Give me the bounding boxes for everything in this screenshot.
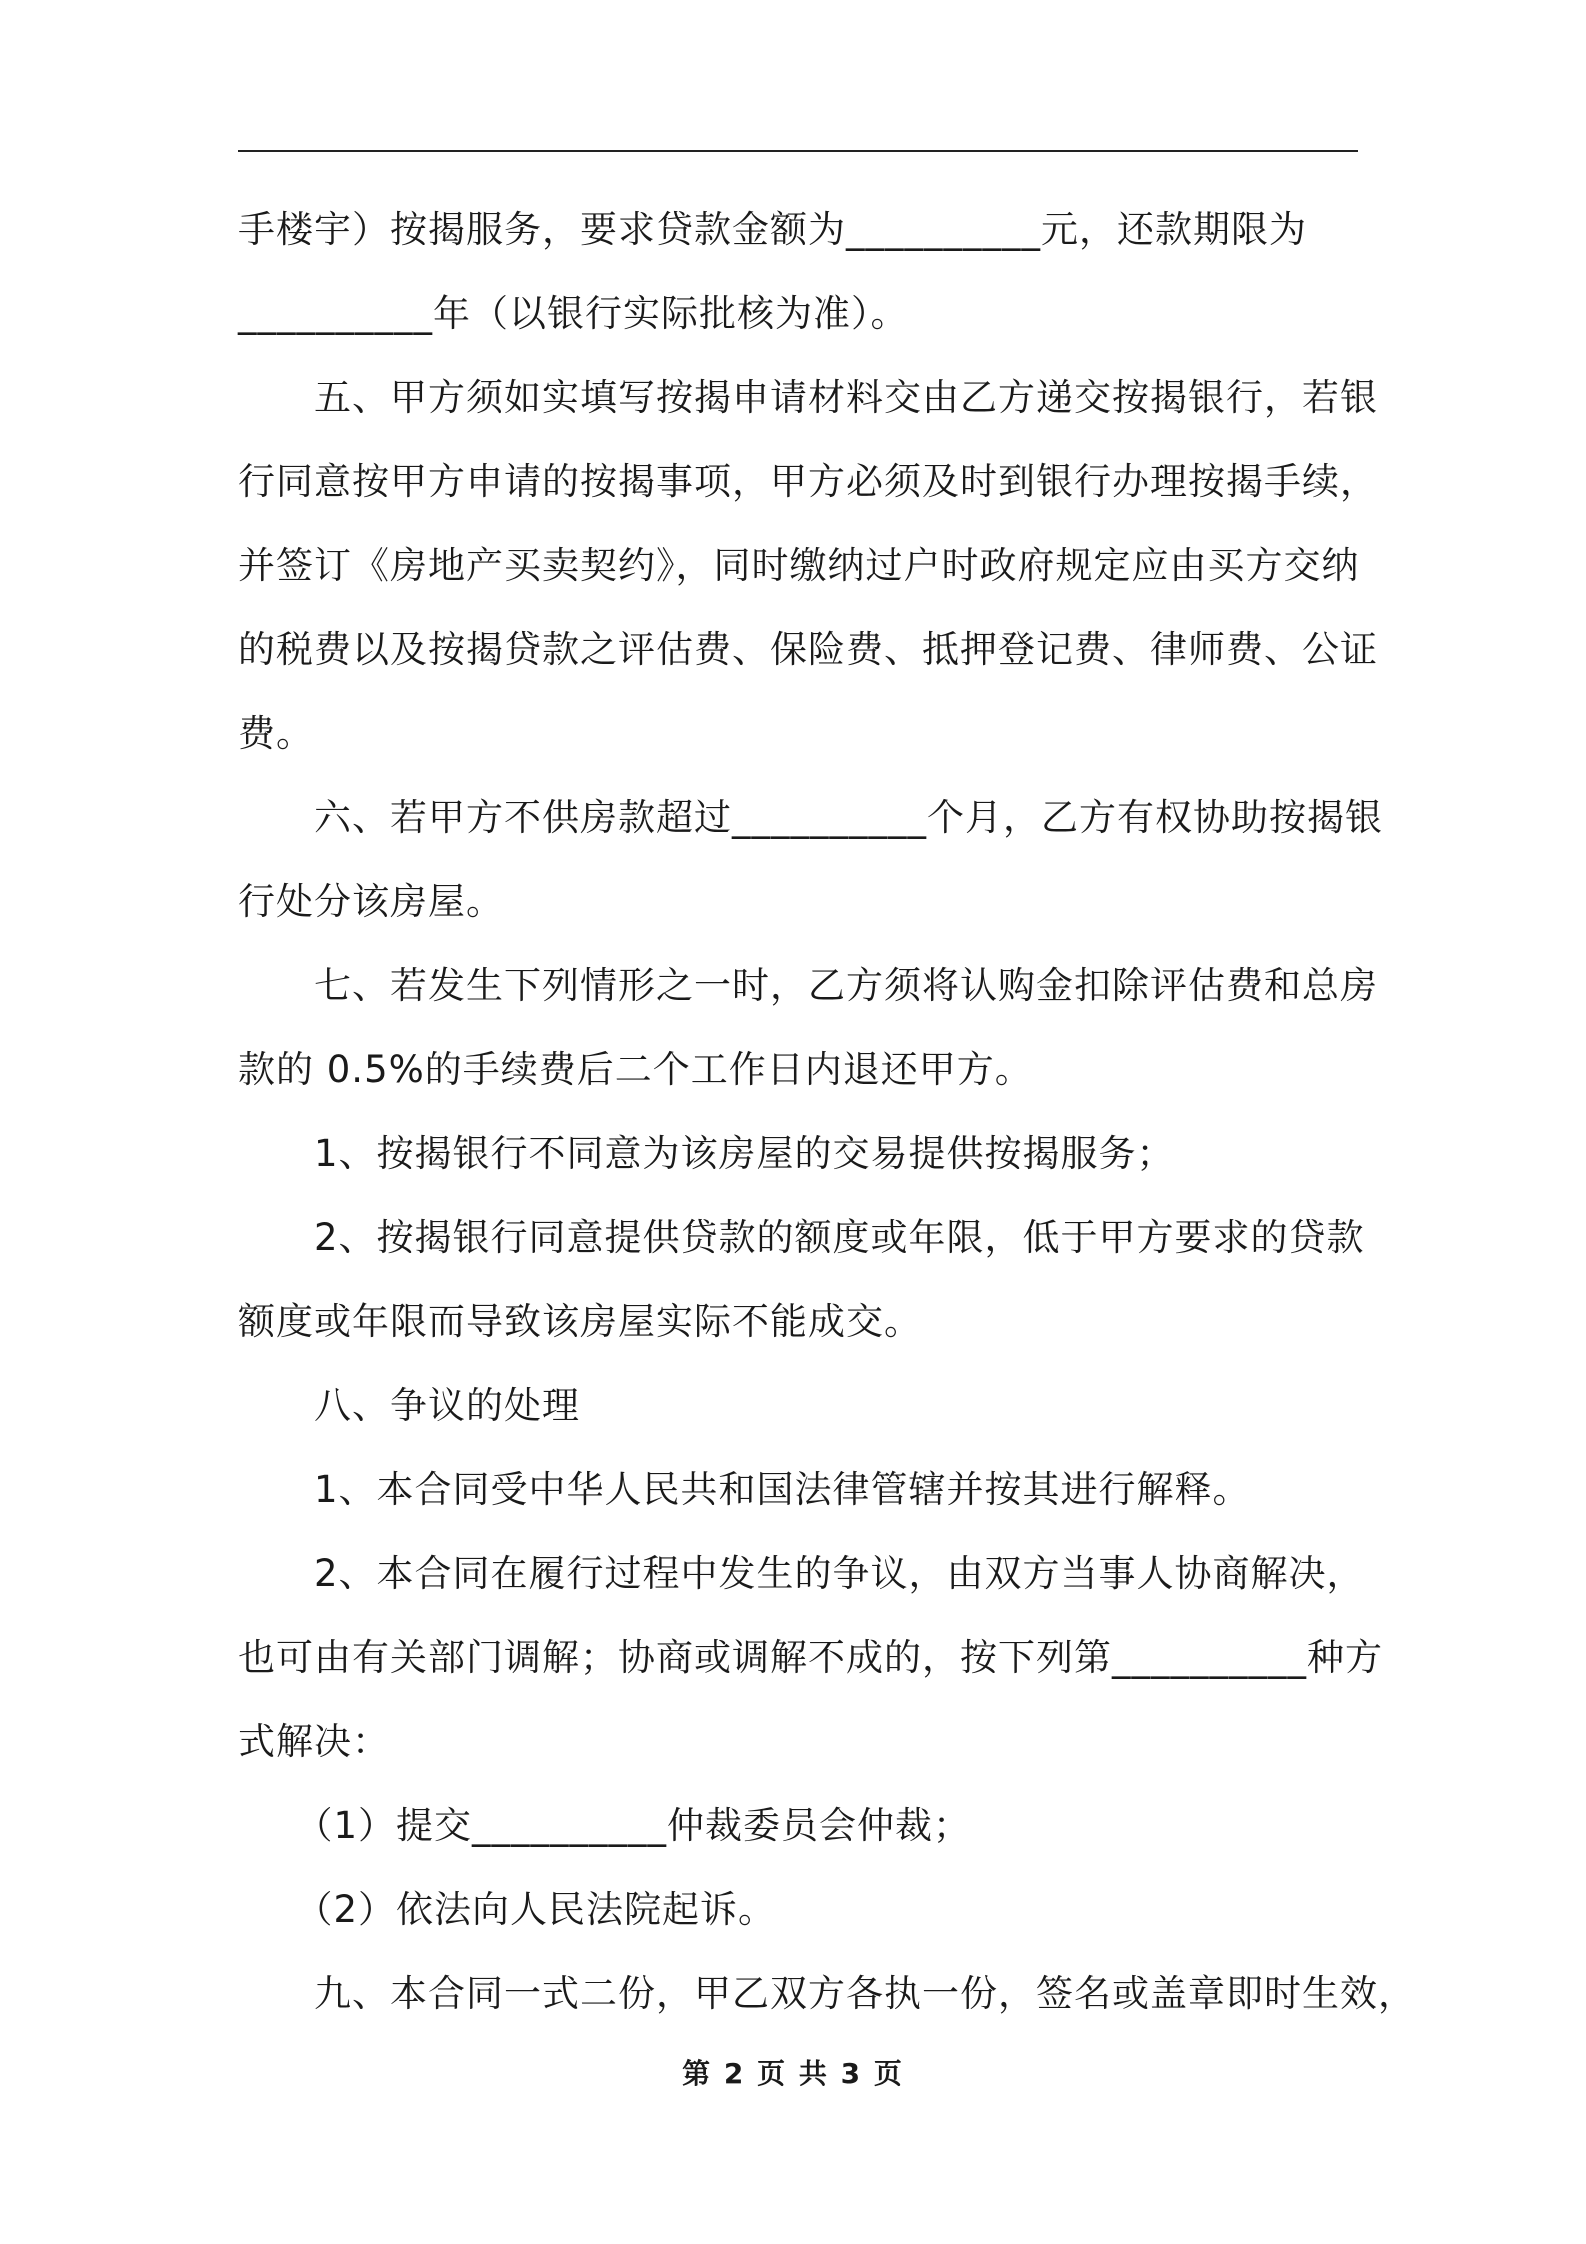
text-line: 2、按揭银行同意提供贷款的额度或年限，低于甲方要求的贷款: [238, 1216, 1365, 1259]
text-line: 1、按揭银行不同意为该房屋的交易提供按揭服务；: [238, 1132, 1175, 1175]
text-line: 七、若发生下列情形之一时，乙方须将认购金扣除评估费和总房: [238, 964, 1378, 1007]
text-line: 费。: [238, 712, 314, 755]
text-line: 款的 0.5%的手续费后二个工作日内退还甲方。: [238, 1048, 1033, 1091]
text-line: 式解决：: [238, 1720, 390, 1763]
text-line: __________年（以银行实际批核为准）。: [238, 292, 909, 335]
header-rule: [238, 150, 1358, 152]
text-line: 并签订《房地产买卖契约》，同时缴纳过户时政府规定应由买方交纳: [238, 544, 1360, 587]
text-line: 1、本合同受中华人民共和国法律管辖并按其进行解释。: [238, 1468, 1251, 1511]
text-line: 九、本合同一式二份，甲乙双方各执一份，签名或盖章即时生效，: [238, 1972, 1416, 2015]
text-line: 八、争议的处理: [238, 1384, 580, 1427]
text-line: （2）依法向人民法院起诉。: [238, 1888, 777, 1931]
text-line: 2、本合同在履行过程中发生的争议，由双方当事人协商解决，: [238, 1552, 1365, 1595]
text-line: 六、若甲方不供房款超过__________个月，乙方有权协助按揭银: [238, 796, 1383, 839]
text-line: 五、甲方须如实填写按揭申请材料交由乙方递交按揭银行，若银: [238, 376, 1378, 419]
text-line: 行处分该房屋。: [238, 880, 504, 923]
text-line: 行同意按甲方申请的按揭事项，甲方必须及时到银行办理按揭手续，: [238, 460, 1378, 503]
text-line: 也可由有关部门调解；协商或调解不成的，按下列第__________种方: [238, 1636, 1383, 1679]
text-line: 的税费以及按揭贷款之评估费、保险费、抵押登记费、律师费、公证: [238, 628, 1378, 671]
text-line: 额度或年限而导致该房屋实际不能成交。: [238, 1300, 922, 1343]
page-footer: 第 2 页 共 3 页: [682, 2057, 904, 2090]
text-line: （1）提交__________仲裁委员会仲裁；: [238, 1804, 972, 1847]
text-line: 手楼宇）按揭服务，要求贷款金额为__________元，还款期限为: [238, 208, 1307, 251]
